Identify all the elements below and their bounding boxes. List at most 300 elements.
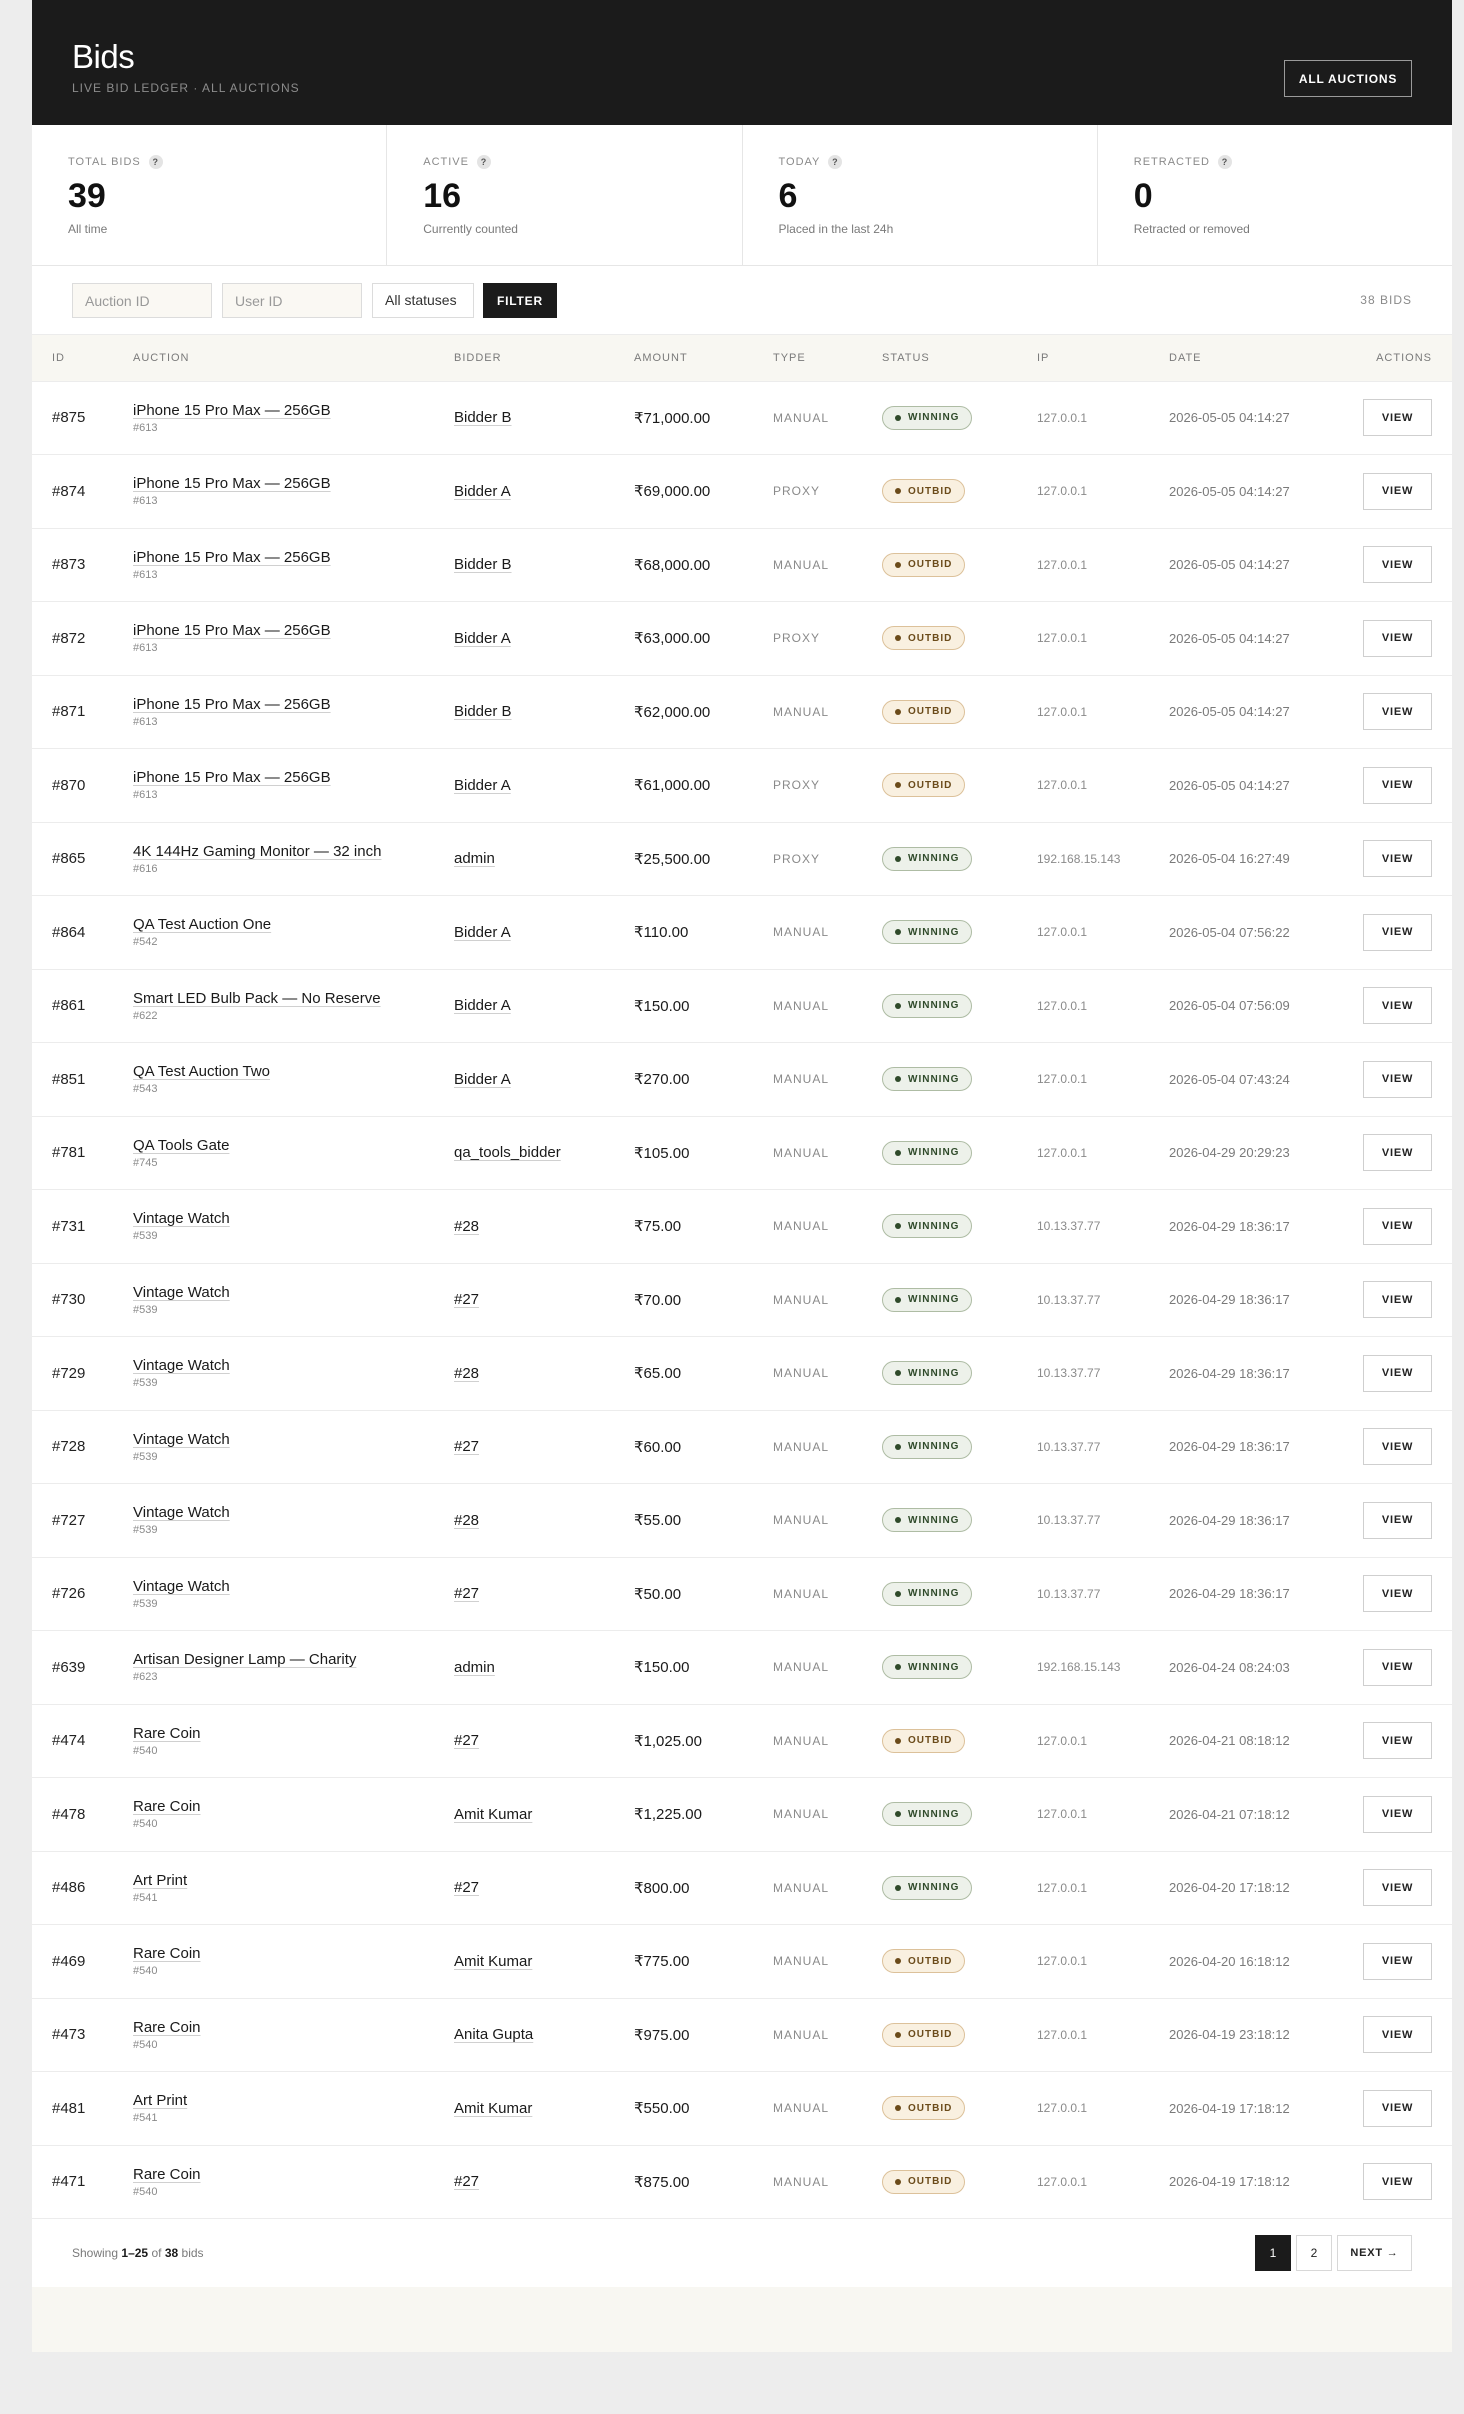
view-button[interactable]: VIEW (1363, 1869, 1432, 1906)
table-row (32, 2072, 1452, 2146)
bid-ip: 127.0.0.1 (1037, 778, 1088, 793)
stat-value: 16 (423, 177, 462, 215)
help-icon[interactable]: ? (1218, 155, 1232, 169)
page-2-button[interactable]: 2 (1296, 2235, 1332, 2271)
bid-type: MANUAL (773, 1145, 830, 1160)
bid-amount: ₹71,000.00 (634, 409, 711, 427)
auction-link[interactable]: Art Print (133, 1871, 188, 1889)
view-button[interactable]: VIEW (1363, 1722, 1432, 1759)
bidder-link[interactable]: #27 (454, 1291, 480, 1309)
auction-ref: #539 (133, 1377, 158, 1390)
view-button[interactable]: VIEW (1363, 840, 1432, 877)
table-row (32, 528, 1452, 602)
bid-amount: ₹775.00 (634, 1953, 690, 1971)
bid-ip: 127.0.0.1 (1037, 410, 1088, 425)
auction-ref: #613 (133, 495, 158, 508)
auction-ref: #623 (133, 1671, 158, 1684)
bid-id: #478 (52, 1805, 86, 1823)
stat-label: ACTIVE (423, 156, 469, 168)
bid-id: #864 (52, 923, 86, 941)
table-row (32, 455, 1452, 529)
bid-id: #873 (52, 556, 86, 574)
auction-link[interactable]: Artisan Designer Lamp — Charity (133, 1651, 357, 1669)
bidder-link[interactable]: #28 (454, 1217, 480, 1235)
status-badge: WINNING (882, 1508, 972, 1532)
bid-amount: ₹69,000.00 (634, 483, 711, 501)
bid-id: #473 (52, 2026, 86, 2044)
bid-date: 2026-04-21 07:18:12 (1169, 1806, 1290, 1822)
col-date: DATE (1169, 351, 1202, 364)
bidder-link[interactable]: Anita Gupta (454, 2026, 534, 2044)
auction-link[interactable]: iPhone 15 Pro Max — 256GB (133, 548, 331, 566)
bottom-band (32, 2287, 1452, 2352)
view-button[interactable]: VIEW (1363, 1796, 1432, 1833)
bid-ip: 127.0.0.1 (1037, 1733, 1088, 1748)
col-ip: IP (1037, 351, 1050, 364)
bid-amount: ₹68,000.00 (634, 556, 711, 574)
bid-date: 2026-04-24 08:24:03 (1169, 1659, 1290, 1675)
status-badge: OUTBID (882, 1949, 965, 1973)
auction-link[interactable]: 4K 144Hz Gaming Monitor — 32 inch (133, 842, 382, 860)
col-type: TYPE (773, 351, 806, 364)
bidder-link[interactable]: Amit Kumar (454, 1952, 533, 1970)
auction-ref: #539 (133, 1597, 158, 1610)
bid-id: #851 (52, 1070, 86, 1088)
status-dot-icon (895, 1664, 901, 1670)
auction-link[interactable]: QA Test Auction Two (133, 1063, 271, 1081)
bid-date: 2026-04-20 17:18:12 (1169, 1880, 1290, 1896)
col-amount: AMOUNT (634, 351, 688, 364)
stat-caption: Retracted or removed (1133, 222, 1250, 236)
bid-amount: ₹63,000.00 (634, 630, 711, 648)
bid-ip: 10.13.37.77 (1037, 1439, 1101, 1454)
bid-ip: 192.168.15.143 (1037, 1660, 1121, 1675)
status-badge: WINNING (882, 1288, 972, 1312)
status-dot-icon (895, 1223, 901, 1229)
auction-link[interactable]: Vintage Watch (133, 1577, 230, 1595)
bid-amount: ₹110.00 (634, 924, 689, 942)
table-row (32, 1851, 1452, 1925)
status-badge: WINNING (882, 1876, 972, 1900)
status-badge: OUTBID (882, 479, 965, 503)
bidder-link[interactable]: Amit Kumar (454, 1805, 533, 1823)
table-body (32, 381, 1452, 2219)
bid-type: MANUAL (773, 1586, 830, 1601)
bid-id: #726 (52, 1585, 86, 1603)
bid-type: MANUAL (773, 1072, 830, 1087)
auction-link[interactable]: Rare Coin (133, 2165, 201, 2183)
auction-link[interactable]: Vintage Watch (133, 1210, 230, 1228)
bidder-link[interactable]: admin (454, 850, 495, 868)
table-row (32, 1925, 1452, 1999)
bid-amount: ₹975.00 (634, 2026, 690, 2044)
bidder-link[interactable]: #27 (454, 1879, 480, 1897)
next-page-button[interactable]: NEXT → (1337, 2235, 1412, 2271)
auction-ref: #542 (133, 936, 158, 949)
bid-type: PROXY (773, 631, 821, 646)
table-row (32, 896, 1452, 970)
col-actions: ACTIONS (1376, 351, 1432, 364)
bid-type: MANUAL (773, 704, 830, 719)
stat-value: 39 (68, 177, 106, 215)
auction-ref: #540 (133, 2038, 158, 2051)
view-button[interactable]: VIEW (1363, 1428, 1432, 1465)
status-dot-icon (895, 709, 901, 715)
bid-id: #481 (52, 2099, 86, 2117)
bidder-link[interactable]: #28 (454, 1511, 480, 1529)
view-button[interactable]: VIEW (1363, 1502, 1432, 1539)
user-id-input[interactable] (222, 283, 362, 318)
bid-date: 2026-04-29 18:36:17 (1169, 1586, 1290, 1602)
status-dot-icon (895, 782, 901, 788)
stat-label: TODAY (778, 156, 821, 168)
bids-table (32, 335, 1452, 2219)
auction-ref: #622 (133, 1009, 158, 1022)
bidder-link[interactable]: Bidder B (454, 409, 512, 427)
auction-link[interactable]: QA Tools Gate (133, 1136, 230, 1154)
bid-type: MANUAL (773, 1807, 830, 1822)
view-button[interactable]: VIEW (1363, 2090, 1432, 2127)
auction-link[interactable]: Vintage Watch (133, 1504, 230, 1522)
status-badge: WINNING (882, 1802, 972, 1826)
bid-amount: ₹61,000.00 (634, 777, 711, 795)
auction-link[interactable]: Vintage Watch (133, 1283, 230, 1301)
status-badge: OUTBID (882, 700, 965, 724)
bid-ip: 10.13.37.77 (1037, 1366, 1101, 1381)
table-row (32, 822, 1452, 896)
stat-caption: Placed in the last 24h (778, 222, 894, 236)
table-row (32, 1557, 1452, 1631)
bid-type: MANUAL (773, 1439, 830, 1454)
status-badge: WINNING (882, 1361, 972, 1385)
auction-ref: #613 (133, 568, 158, 581)
pagination (1255, 2235, 1412, 2271)
view-button[interactable]: VIEW (1363, 2163, 1432, 2200)
bid-amount: ₹270.00 (634, 1071, 690, 1089)
bid-ip: 127.0.0.1 (1037, 1880, 1088, 1895)
auction-ref: #540 (133, 1744, 158, 1757)
auction-link[interactable]: Art Print (133, 2092, 188, 2110)
auction-link[interactable]: iPhone 15 Pro Max — 256GB (133, 695, 331, 713)
status-dot-icon (895, 856, 901, 862)
bid-date: 2026-04-19 17:18:12 (1169, 2100, 1290, 2116)
status-dot-icon (895, 1591, 901, 1597)
auction-ref: #613 (133, 715, 158, 728)
bid-ip: 127.0.0.1 (1037, 1145, 1088, 1160)
status-dot-icon (895, 415, 901, 421)
bid-ip: 127.0.0.1 (1037, 557, 1088, 572)
stats-row (32, 125, 1452, 266)
auction-ref: #539 (133, 1450, 158, 1463)
bid-date: 2026-05-05 04:14:27 (1169, 630, 1290, 646)
view-button[interactable]: VIEW (1363, 987, 1432, 1024)
status-dot-icon (895, 1517, 901, 1523)
auction-link[interactable]: Vintage Watch (133, 1357, 230, 1375)
status-badge: WINNING (882, 847, 972, 871)
bidder-link[interactable]: #27 (454, 1438, 480, 1456)
bid-amount: ₹1,225.00 (634, 1806, 702, 1824)
bid-ip: 127.0.0.1 (1037, 2027, 1088, 2042)
bidder-link[interactable]: Amit Kumar (454, 2099, 533, 2117)
auction-ref: #613 (133, 421, 158, 434)
bidder-link[interactable]: admin (454, 1658, 495, 1676)
bid-id: #870 (52, 776, 86, 794)
auction-link[interactable]: Rare Coin (133, 2018, 201, 2036)
bid-type: MANUAL (773, 410, 830, 425)
view-button[interactable]: VIEW (1363, 473, 1432, 510)
auction-link[interactable]: Vintage Watch (133, 1430, 230, 1448)
bidder-link[interactable]: qa_tools_bidder (454, 1144, 561, 1162)
table-header-row (32, 335, 1452, 381)
view-button[interactable]: VIEW (1363, 1355, 1432, 1392)
status-badge: WINNING (882, 920, 972, 944)
help-icon[interactable]: ? (477, 155, 491, 169)
status-select[interactable]: All statuses (372, 283, 474, 318)
bid-amount: ₹60.00 (634, 1438, 682, 1456)
auction-link[interactable]: Rare Coin (133, 1945, 201, 1963)
view-button[interactable]: VIEW (1363, 1061, 1432, 1098)
col-status: STATUS (882, 351, 930, 364)
col-bidder: BIDDER (454, 351, 502, 364)
table-row (32, 1998, 1452, 2072)
col-id: ID (52, 351, 65, 364)
bid-type: MANUAL (773, 1292, 830, 1307)
bid-ip: 127.0.0.1 (1037, 1954, 1088, 1969)
bidder-link[interactable]: Bidder A (454, 923, 511, 941)
status-badge: WINNING (882, 1582, 972, 1606)
bid-ip: 127.0.0.1 (1037, 998, 1088, 1013)
bid-date: 2026-04-29 18:36:17 (1169, 1439, 1290, 1455)
status-dot-icon (895, 1444, 901, 1450)
status-dot-icon (895, 488, 901, 494)
status-badge: WINNING (882, 1067, 972, 1091)
stat-retracted (1098, 125, 1452, 265)
bidder-link[interactable]: Bidder A (454, 1070, 511, 1088)
auction-ref: #616 (133, 862, 158, 875)
view-button[interactable]: VIEW (1363, 620, 1432, 657)
status-badge: OUTBID (882, 773, 965, 797)
bid-ip: 127.0.0.1 (1037, 1807, 1088, 1822)
status-dot-icon (895, 562, 901, 568)
table-footer (32, 2219, 1452, 2287)
auction-link[interactable]: Rare Coin (133, 1798, 201, 1816)
bid-type: MANUAL (773, 1954, 830, 1969)
table-row (32, 969, 1452, 1043)
bid-amount: ₹150.00 (634, 1659, 690, 1677)
bidder-link[interactable]: #27 (454, 1732, 480, 1750)
bid-date: 2026-04-29 18:36:17 (1169, 1365, 1290, 1381)
bid-amount: ₹150.00 (634, 997, 690, 1015)
auction-id-input[interactable] (72, 283, 212, 318)
auction-link[interactable]: iPhone 15 Pro Max — 256GB (133, 475, 331, 493)
bid-date: 2026-05-05 04:14:27 (1169, 557, 1290, 573)
page-header (32, 0, 1452, 125)
auction-link[interactable]: Rare Coin (133, 1724, 201, 1742)
bid-type: MANUAL (773, 2101, 830, 2116)
view-button[interactable]: VIEW (1363, 1208, 1432, 1245)
bidder-link[interactable]: #27 (454, 2173, 480, 2191)
filter-bar (32, 266, 1452, 335)
bid-date: 2026-05-05 04:14:27 (1169, 410, 1290, 426)
view-button[interactable]: VIEW (1363, 693, 1432, 730)
bid-id: #727 (52, 1511, 86, 1529)
filter-button[interactable]: FILTER (483, 283, 557, 318)
bid-date: 2026-05-05 04:14:27 (1169, 483, 1290, 499)
table-row (32, 1704, 1452, 1778)
view-button[interactable]: VIEW (1363, 1281, 1432, 1318)
table-row (32, 1778, 1452, 1852)
bid-amount: ₹800.00 (634, 1879, 690, 1897)
status-dot-icon (895, 2179, 901, 2185)
status-dot-icon (895, 1076, 901, 1082)
bid-type: MANUAL (773, 998, 830, 1013)
bid-date: 2026-05-04 07:56:09 (1169, 998, 1290, 1014)
status-dot-icon (895, 1958, 901, 1964)
status-badge: OUTBID (882, 2170, 965, 2194)
status-badge: OUTBID (882, 2096, 965, 2120)
bid-id: #865 (52, 850, 86, 868)
bid-amount: ₹50.00 (634, 1585, 682, 1603)
page-1-button[interactable]: 1 (1255, 2235, 1291, 2271)
stat-total-bids (32, 125, 387, 265)
status-dot-icon (895, 1370, 901, 1376)
bidder-link[interactable]: Bidder A (454, 997, 511, 1015)
status-dot-icon (895, 1738, 901, 1744)
bidder-link[interactable]: Bidder A (454, 776, 511, 794)
stat-label: RETRACTED (1133, 156, 1210, 168)
bid-id: #875 (52, 409, 86, 427)
bidder-link[interactable]: #28 (454, 1364, 480, 1382)
auction-ref: #540 (133, 1965, 158, 1978)
auction-link[interactable]: Smart LED Bulb Pack — No Reserve (133, 989, 381, 1007)
bid-date: 2026-04-29 18:36:17 (1169, 1218, 1290, 1234)
bid-type: MANUAL (773, 1660, 830, 1675)
bid-date: 2026-04-29 18:36:17 (1169, 1512, 1290, 1528)
auction-link[interactable]: iPhone 15 Pro Max — 256GB (133, 769, 331, 787)
view-button[interactable]: VIEW (1363, 914, 1432, 951)
bid-id: #728 (52, 1438, 86, 1456)
bid-amount: ₹875.00 (634, 2173, 690, 2191)
bid-id: #872 (52, 629, 86, 647)
status-badge: OUTBID (882, 1729, 965, 1753)
bid-type: PROXY (773, 851, 821, 866)
table-row (32, 2145, 1452, 2219)
auction-link[interactable]: iPhone 15 Pro Max — 256GB (133, 401, 331, 419)
bid-type: MANUAL (773, 1513, 830, 1528)
bid-date: 2026-04-19 17:18:12 (1169, 2174, 1290, 2190)
bidder-link[interactable]: #27 (454, 1585, 480, 1603)
bid-date: 2026-05-04 16:27:49 (1169, 851, 1290, 867)
status-badge: OUTBID (882, 2023, 965, 2047)
bidder-link[interactable]: Bidder A (454, 482, 511, 500)
status-badge: WINNING (882, 1214, 972, 1238)
auction-ref: #541 (133, 2112, 158, 2125)
bid-type: PROXY (773, 484, 821, 499)
view-button[interactable]: VIEW (1363, 1649, 1432, 1686)
auction-link[interactable]: QA Test Auction One (133, 916, 272, 934)
bid-date: 2026-05-04 07:43:24 (1169, 1071, 1290, 1087)
bidder-link[interactable]: Bidder B (454, 556, 512, 574)
stat-caption: Currently counted (423, 222, 518, 236)
bid-amount: ₹62,000.00 (634, 703, 711, 721)
bid-date: 2026-05-05 04:14:27 (1169, 777, 1290, 793)
view-button[interactable]: VIEW (1363, 767, 1432, 804)
bid-count: 38 BIDS (1360, 293, 1412, 307)
all-auctions-button[interactable]: ALL AUCTIONS (1284, 60, 1412, 97)
status-badge: WINNING (882, 1141, 972, 1165)
help-icon[interactable]: ? (828, 155, 842, 169)
auction-ref: #745 (133, 1156, 158, 1169)
auction-ref: #541 (133, 1891, 158, 1904)
status-badge: WINNING (882, 994, 972, 1018)
stat-label: TOTAL BIDS (68, 156, 141, 168)
bid-id: #471 (52, 2173, 86, 2191)
auction-ref: #543 (133, 1083, 158, 1096)
view-button[interactable]: VIEW (1363, 399, 1432, 436)
view-button[interactable]: VIEW (1363, 1134, 1432, 1171)
stat-caption: All time (68, 222, 108, 236)
status-badge: WINNING (882, 1655, 972, 1679)
bid-ip: 10.13.37.77 (1037, 1219, 1101, 1234)
stat-value: 6 (778, 177, 798, 215)
table-row (32, 1263, 1452, 1337)
bid-id: #781 (52, 1144, 86, 1162)
bid-id: #731 (52, 1217, 86, 1235)
bid-type: MANUAL (773, 1219, 830, 1234)
page-subtitle: LIVE BID LEDGER · ALL AUCTIONS (72, 81, 300, 95)
bidder-link[interactable]: Bidder A (454, 629, 511, 647)
bid-amount: ₹55.00 (634, 1512, 682, 1530)
bid-id: #469 (52, 1952, 86, 1970)
auction-ref: #540 (133, 1818, 158, 1831)
bid-date: 2026-04-20 16:18:12 (1169, 1953, 1290, 1969)
view-button[interactable]: VIEW (1363, 2016, 1432, 2053)
table-row (32, 1190, 1452, 1264)
help-icon[interactable]: ? (149, 155, 163, 169)
auction-ref: #539 (133, 1230, 158, 1243)
bid-id: #861 (52, 997, 86, 1015)
view-button[interactable]: VIEW (1363, 1943, 1432, 1980)
bid-type: PROXY (773, 778, 821, 793)
auction-ref: #613 (133, 642, 158, 655)
status-dot-icon (895, 1003, 901, 1009)
bid-ip: 127.0.0.1 (1037, 631, 1088, 646)
auction-link[interactable]: iPhone 15 Pro Max — 256GB (133, 622, 331, 640)
status-dot-icon (895, 1885, 901, 1891)
view-button[interactable]: VIEW (1363, 546, 1432, 583)
view-button[interactable]: VIEW (1363, 1575, 1432, 1612)
bid-ip: 127.0.0.1 (1037, 484, 1088, 499)
table-row (32, 1631, 1452, 1705)
bid-id: #874 (52, 482, 86, 500)
bid-date: 2026-04-19 23:18:12 (1169, 2027, 1290, 2043)
bid-id: #486 (52, 1879, 86, 1897)
stat-value: 0 (1133, 177, 1153, 215)
status-badge: OUTBID (882, 553, 965, 577)
auction-ref: #539 (133, 1524, 158, 1537)
bid-date: 2026-05-05 04:14:27 (1169, 704, 1290, 720)
bid-id: #730 (52, 1291, 86, 1309)
bid-type: MANUAL (773, 1733, 830, 1748)
table-row (32, 749, 1452, 823)
bid-amount: ₹105.00 (634, 1144, 690, 1162)
status-badge: WINNING (882, 1435, 972, 1459)
page-title: Bids (72, 38, 135, 75)
bid-id: #729 (52, 1364, 86, 1382)
table-row (32, 1337, 1452, 1411)
bidder-link[interactable]: Bidder B (454, 703, 512, 721)
status-dot-icon (895, 2032, 901, 2038)
